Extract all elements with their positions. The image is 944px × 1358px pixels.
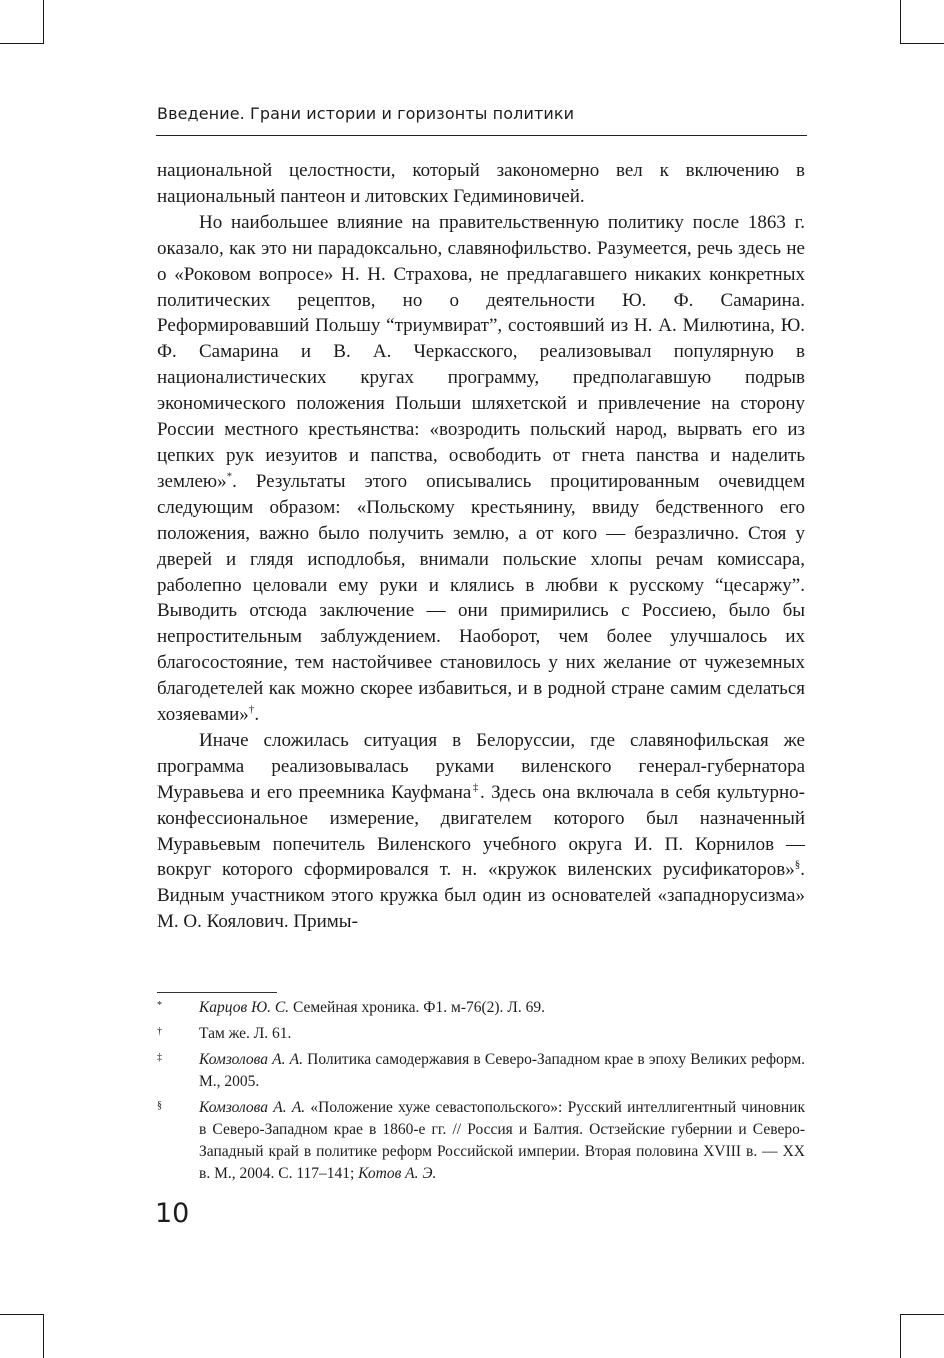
- footnote-ref-3[interactable]: ‡: [471, 781, 481, 794]
- paragraph-3: [157, 728, 805, 935]
- footnote-text: Семейная хроника. Ф1. м-76(2). Л. 69.: [289, 999, 545, 1016]
- footnote-item: [157, 997, 805, 1019]
- paragraph-2-text-b: . Результаты этого описывались процитированным очевидцем следующим образом: «Польскому крестьянину, ввиду бедственного его положения, важно было получить землю, а от кого — безразлично. Стоя у дверей и глядя исподлобья, внимали польские хлопы речам комиссара, раболепно целовали ему руки и клялись в любви к русскому “цесаржу”. Выводить отсюда заключение — они примирились с Россиею, было бы непростительным заблуждением. Наоборот, чем более улучшалось их благосостояние, тем настойчивее становилось у них желание от чужеземных благодетелей как можно скорее избавиться, и в родной стране самим сделаться хозяевами»: [157, 470, 805, 726]
- crop-mark-top-left-h: [0, 43, 44, 44]
- footnote-item: [157, 1097, 805, 1185]
- body-text: [157, 158, 805, 935]
- running-header: Введение. Грани истории и горизонты политики: [157, 104, 575, 123]
- footnote-text: «Положение хуже севастопольского»: Русский интеллигентный чиновник в Северо-Западном крае в 1860-е гг. // Россия и Балтия. Остзейские губернии и Северо-Западный край в политике реформ Российской империи. Вторая половина XVIII в. — XX в. М., 2004. С. 117–141;: [199, 1099, 805, 1182]
- footnote-mark: ‡: [157, 1052, 162, 1063]
- paragraph-2: [157, 210, 805, 728]
- page-number: 10: [155, 1198, 190, 1229]
- footnote-item: [157, 1023, 805, 1045]
- crop-mark-top-left: [43, 0, 44, 44]
- footnote-ref-1[interactable]: *: [226, 470, 233, 483]
- paragraph-3-text-a: Иначе сложилась ситуация в Белоруссии, где славянофильская же программа реализовывалась руками виленского генерал-губернатора Муравьева и его преемника Кауфмана: [157, 729, 805, 803]
- footnote-item: [157, 1049, 805, 1093]
- crop-mark-bottom-right-h: [900, 1314, 944, 1315]
- footnote-ref-2[interactable]: †: [248, 703, 255, 716]
- footnote-mark: §: [157, 1100, 162, 1111]
- paragraph-3-text-c: . Видным участником этого кружка был один из основателей «западнорусизма» М. О. Коялович. Примы-: [157, 859, 805, 933]
- footnote-text: Там же. Л. 61.: [199, 1025, 292, 1042]
- footnote-ref-4[interactable]: §: [794, 858, 801, 871]
- crop-mark-top-right: [900, 0, 901, 44]
- crop-mark-bottom-left-h: [0, 1314, 44, 1315]
- header-rule: [156, 135, 807, 136]
- footnote-author: Комзолова А. А.: [199, 1099, 306, 1116]
- footnote-rule: [157, 992, 277, 993]
- paragraph-2-text-a: Но наибольшее влияние на правительственную политику после 1863 г. оказало, как это ни парадоксально, славянофильство. Разумеется, речь здесь не о «Роковом вопросе» Н. Н. Страхова, не предлагавшего никаких конкретных политических рецептов, но о деятельности Ю. Ф. Самарина. Реформировавший Польшу “триумвират”, состоявший из Н. А. Милютина, Ю. Ф. Самарина и В. А. Черкасского, реализовывал популярную в националистических кругах программу, предполагавшую подрыв экономического положения Польши шляхетской и привлечение на сторону России местного крестьянства: «возродить польский народ, вырвать его из цепких рук иезуитов и папства, освободить от гнета панства и наделить землею»: [157, 211, 805, 492]
- crop-mark-bottom-right: [900, 1314, 901, 1358]
- footnote-text: Политика самодержавия в Северо-Западном крае в эпоху Великих реформ. М., 2005.: [199, 1051, 805, 1090]
- paragraph-3-text-b: . Здесь она включала в себя культурно-конфессиональное измерение, двигателем которого был назначенный Муравьевым попечитель Виленского учебного округа И. П. Корнилов — вокруг которого сформировался т. н. «кружок виленских русификаторов»: [157, 781, 805, 881]
- paragraph-2-text-c: .: [254, 704, 260, 726]
- footnote-author-2: Котов А. Э.: [358, 1165, 437, 1182]
- paragraph-1: национальной целостности, который закономерно вел к включению в национальный пантеон и литовских Гедиминовичей.: [157, 160, 805, 207]
- footnote-mark: *: [157, 1000, 162, 1011]
- footnote-author: Комзолова А. А.: [199, 1051, 304, 1068]
- footnotes: [157, 997, 805, 1189]
- footnote-author: Карцов Ю. С.: [199, 999, 290, 1016]
- crop-mark-bottom-left: [43, 1314, 44, 1358]
- crop-mark-top-right-h: [900, 43, 944, 44]
- footnote-mark: †: [157, 1026, 162, 1037]
